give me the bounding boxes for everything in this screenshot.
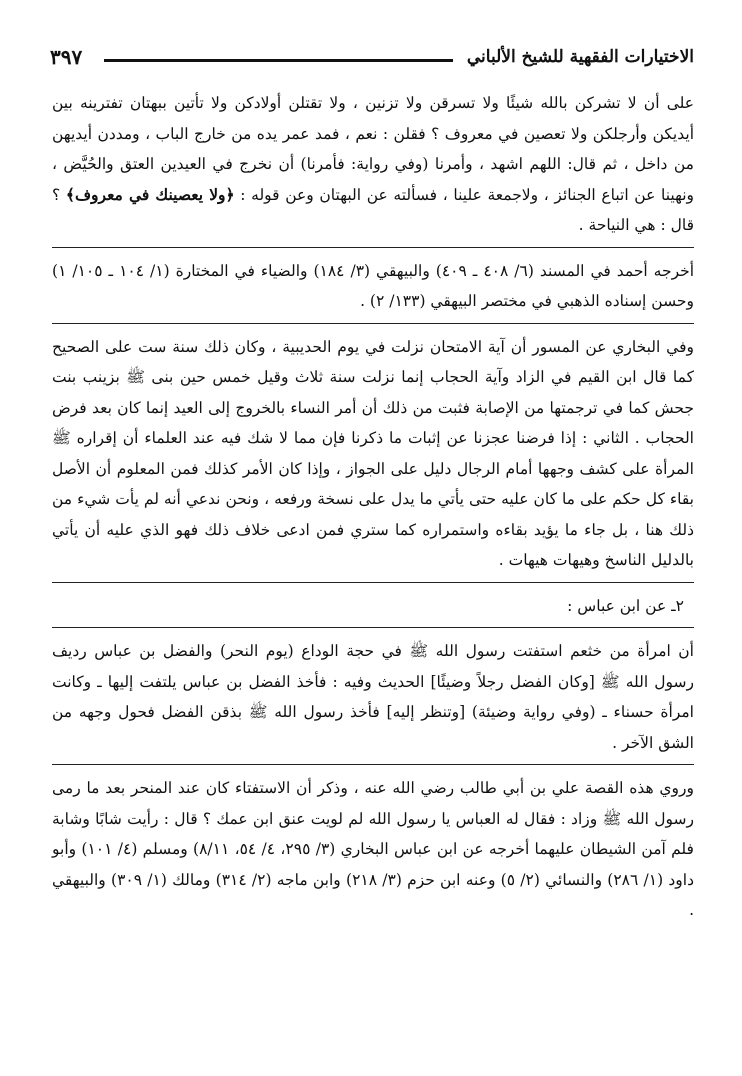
page-number: ٣٩٧	[50, 45, 83, 69]
hadith-text-continuation	[52, 88, 694, 241]
commentary-paragraph: وفي البخاري عن المسور أن آية الامتحان نزلت في يوم الحديبية ، وكان ذلك سنة ست على الصحيح كما قال ابن القيم في الزاد وآية الحجاب إنما نزلت سنة ثلاث وقيل خمس حين بنى ﷺ بزينب بنت جحش كما في ترجمتها من الإصابة فثبت من ذلك أن أمر النساء بالخروج إلى العيد إنما كان بعد فرض الحجاب . الثاني : إذا فرضنا عجزنا عن إثبات ما ذكرنا فإن مما لا شك فيه عند العلماء أن إقراره ﷺ المرأة على كشف وجهها أمام الرجال دليل على الجواز ، وإذا كان الأمر كذلك فمن المعلوم أن الأصل بقاء كل حكم على ما كان عليه حتى يأتي ما يدل على نسخة ورفعه ، ونحن ندعي أنه لم يأت شيء من ذلك هنا ، بل جاء ما يؤيد بقاءه واستمراره كما ستري فمن ادعى خلاف ذلك فهو الذي عليه أن يأتي بالدليل الناسخ وهيهات هيهات .	[52, 337, 694, 569]
narration-paragraph: وروي هذه القصة علي بن أبي طالب رضي الله عنه ، وذكر أن الاستفتاء كان عند المنحر بعد ما رمى رسول الله ﷺ وزاد : فقال له العباس يا رسول الله لم لويت عنق ابن عمك ؟ قال : رأيت شابًا وشابة فلم آمن الشيطان عليهما أخرجه عن ابن عباس البخاري (٣/ ٢٩٥، ٤/ ٥٤، ٨/١١) ومسلم (٤/ ١٠١) وأبو داود (١/ ٢٨٦) والنسائي (٢/ ٥) وعنه ابن حزم (٣/ ٢١٨) وابن ماجه (٢/ ٣١٤) ومالك (١/ ٣٠٩) والبيهقي .	[52, 779, 694, 919]
section-divider	[52, 582, 694, 583]
hadith-text: على أن لا تشركن بالله شيئًا ولا تسرقن ولا تزنين ، ولا تقتلن أولادكن ولا تأتين ببهتان تفترينه بين أيديكن وأرجلكن ولا تعصين في معروف ؟ فقلن : نعم ، فمد عمر يده من خارج الباب ، ومددن أيديهن من داخل ، ثم قال: اللهم اشهد ، وأمرنا (وفي رواية: فأمرنا) أن نخرج في العيدين العتق والحُيَّض ، ونهينا عن اتباع الجنائز ، ولاجمعة علينا ، فسألته عن البهتان وعن قوله :	[52, 94, 695, 204]
running-title: الاختيارات الفقهية للشيخ الألباني	[466, 47, 694, 67]
section-divider	[52, 323, 694, 324]
section-divider	[52, 627, 694, 628]
takhrij-paragraph: أخرجه أحمد في المسند (٦/ ٤٠٨ ـ ٤٠٩) والبيهقي (٣/ ١٨٤) والضياء في المختارة (١/ ١٠٤ ـ ١٠٥/ ١) وحسن إسناده الذهبي في مختصر البيهقي (١٣٣/ ٢) .	[52, 261, 695, 310]
section-divider	[52, 247, 694, 248]
hadith-paragraph: أن امرأة من خثعم استفتت رسول الله ﷺ في حجة الوداع (يوم النحر) والفضل بن عباس رديف رسول الله ﷺ [وكان الفضل رجلاً وضيئًا] الحديث وفيه : فأخذ الفضل بن عباس يلتفت إليها ـ وكانت امرأة حسناء ـ (وفي رواية وضيئة) [وتنظر إليه] فأخذ رسول الله ﷺ بذقن الفضل فحول وجهه من الشق الآخر .	[52, 642, 694, 752]
page-header	[50, 40, 694, 74]
hadith-text-tail: ؟ قال : هي النياحة .	[52, 185, 694, 234]
header-rule	[104, 59, 453, 62]
quran-quote: ﴿ولا يعصينك في معروف﴾	[65, 184, 235, 204]
page-body	[52, 88, 694, 926]
hadith-heading: ٢ـ عن ابن عباس :	[567, 596, 684, 615]
section-divider	[52, 764, 694, 765]
